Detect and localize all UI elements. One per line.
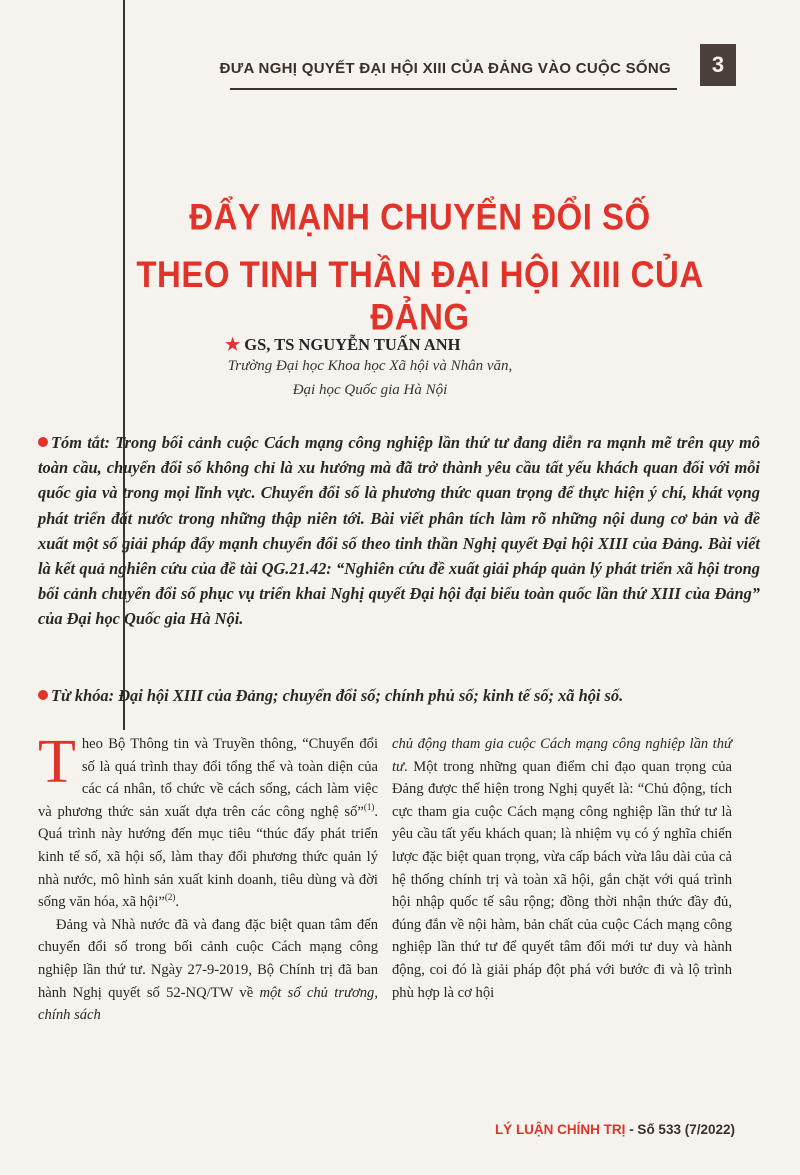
body-text-italic: một số chủ trương, chính sách [38, 984, 378, 1024]
abstract [38, 430, 760, 632]
page-number: 3 [700, 44, 736, 86]
footnote-ref: (2) [164, 892, 176, 903]
article-title-line-1: ĐẨY MẠNH CHUYỂN ĐỔI SỐ [189, 195, 651, 238]
body-text: . Một trong những quan điểm chỉ đạo quan trọng của Đảng được thể hiện trong Nghị quyết là: “Chủ động, tích cực tham gia cuộc Cách mạng công nghiệp lần thứ tư là yêu cầu tất yếu khách quan; là nhiệm vụ có ý nghĩa chiến lược đặc biệt quan trọng, vừa cấp bách vừa lâu dài của cả hệ thống chính trị và toàn xã hội, gắn chặt với quá trình hội nhập quốc tế sâu rộng; đồng thời nhận thức đầy đủ, đúng đắn về nội hàm, bản chất của cuộc Cách mạng công nghiệp lần thứ tư để quyết tâm đổi mới tư duy và hành động, coi đó là giải pháp đột phá với bước đi và lộ trình phù hợp là cơ hội [392, 758, 732, 1001]
body-text: Đảng và Nhà nước đã và đang đặc biệt quan tâm đến chuyển đổi số trong bối cảnh cuộc Cách mạng công nghiệp lần thứ tư. Ngày 27-9-2019, Bộ Chính trị đã ban hành Nghị quyết số 52-NQ/TW về [38, 916, 378, 1001]
star-icon: ★ [225, 335, 241, 354]
article-title-line-2: THEO TINH THẦN ĐẠI HỘI XIII CỦA ĐẢNG [136, 253, 704, 338]
body-text: . Quá trình này hướng đến mục tiêu “thúc đẩy phát triển kinh tế số, xã hội số, làm thay đổi phương thức quản lý nhà nước, mô hình sản xuất kinh doanh, tiêu dùng và đời sống văn hóa, xã hội” [38, 803, 378, 911]
running-title: ĐƯA NGHỊ QUYẾT ĐẠI HỘI XIII CỦA ĐẢNG VÀO CUỘC SỐNG [219, 60, 671, 77]
body-paragraph [38, 914, 378, 1027]
footnote-ref: (1) [363, 801, 375, 812]
abstract-text: Trong bối cảnh cuộc Cách mạng công nghiệp lần thứ tư đang diễn ra mạnh mẽ trên quy mô toàn cầu, chuyển đổi số không chỉ là xu hướng mà đã trở thành yêu cầu tất yếu khách quan đối với mỗi quốc gia và trong mọi lĩnh vực. Chuyển đổi số là phương thức quan trọng để thực hiện ý chí, khát vọng phát triển đất nước trong những thập niên tới. Bài viết phân tích làm rõ những nội dung cơ bản và đề xuất một số giải pháp đẩy mạnh chuyển đổi số theo tinh thần Nghị quyết Đại hội XIII của Đảng. Bài viết là kết quả nghiên cứu của đề tài QG.21.42: “Nghiên cứu đề xuất giải pháp quản lý phát triển xã hội trong bối cảnh chuyển đổi số phục vụ triển khai Nghị quyết Đại hội đại biểu toàn quốc lần thứ XIII của Đảng” của Đại học Quốc gia Hà Nội. [38, 433, 760, 629]
keywords [38, 683, 760, 708]
running-header [0, 48, 735, 88]
body-text-italic: chủ động tham gia cuộc Cách mạng công nghiệp lần thứ tư [392, 736, 732, 775]
bullet-dot-icon [38, 437, 48, 447]
body-paragraph [38, 728, 378, 914]
keywords-label: Từ khóa: [51, 686, 115, 705]
affiliation-line-1: Trường Đại học Khoa học Xã hội và Nhân văn, [227, 358, 513, 374]
issue-info: - Số 533 (7/2022) [625, 1122, 735, 1137]
page-footer [495, 1122, 735, 1137]
body-column-left [38, 728, 378, 1027]
author-line [225, 335, 460, 355]
bullet-dot-icon [38, 690, 48, 700]
author-name: GS, TS NGUYỄN TUẤN ANH [244, 335, 461, 354]
body-text: heo Bộ Thông tin và Truyền thông, “Chuyển đổi số là quá trình thay đổi tổng thể và toàn diện của các cá nhân, tổ chức về cách sống, cách làm việc và phương thức sản xuất dựa trên các công nghệ số” [38, 736, 378, 820]
keywords-text: Đại hội XIII của Đảng; chuyển đổi số; chính phủ số; kinh tế số; xã hội số. [114, 686, 624, 705]
journal-name: LÝ LUẬN CHÍNH TRỊ [494, 1122, 626, 1137]
drop-cap: T [38, 728, 76, 796]
affiliation-line-2: Đại học Quốc gia Hà Nội [292, 382, 448, 398]
body-text: . [175, 894, 180, 911]
abstract-label: Tóm tắt: [51, 433, 110, 452]
body-column-right [392, 733, 732, 1004]
header-rule [230, 88, 677, 90]
body-paragraph [392, 733, 732, 1004]
